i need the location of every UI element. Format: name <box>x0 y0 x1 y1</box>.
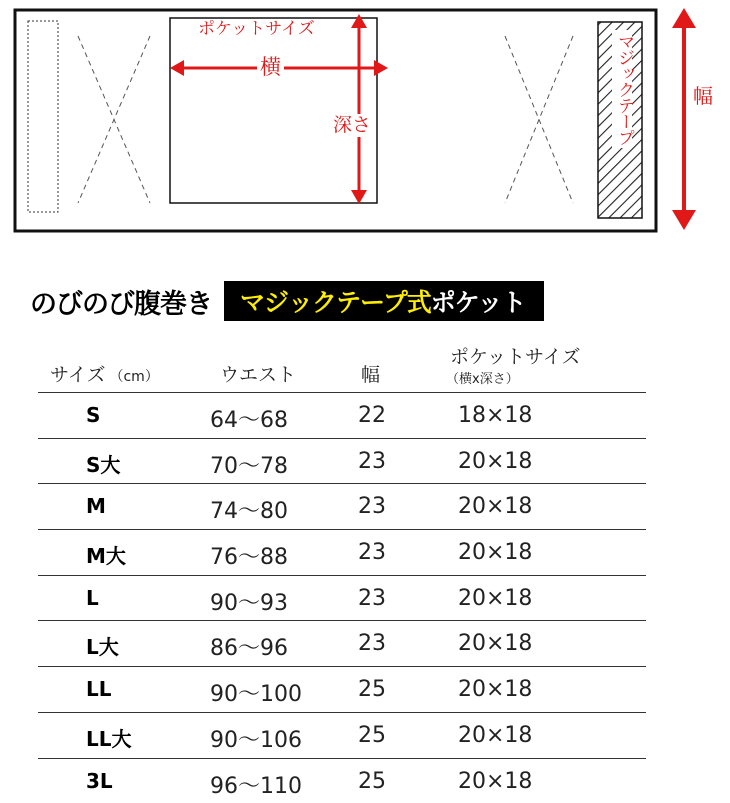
magic-tape-label: マジックテープ <box>612 30 632 148</box>
size-table <box>38 340 646 803</box>
row-size: S <box>86 403 100 427</box>
header-pocket-sub: （横x深さ） <box>446 368 519 387</box>
row-width: 23 <box>358 449 386 474</box>
row-waist: 74〜80 <box>210 494 288 525</box>
header-size <box>50 360 159 387</box>
pocket-type-badge <box>224 281 544 321</box>
table-row <box>38 392 646 438</box>
table-row <box>38 529 646 575</box>
table-row <box>38 438 646 484</box>
header-waist: ウエスト <box>220 360 296 387</box>
row-waist: 64〜68 <box>210 403 288 434</box>
row-size: LL大 <box>86 723 132 752</box>
row-waist: 90〜106 <box>210 723 302 754</box>
row-width: 22 <box>358 403 386 428</box>
row-size: 3L <box>86 769 113 793</box>
pocket-width-label: 横 <box>257 57 284 78</box>
row-size: L大 <box>86 631 119 660</box>
row-size: M <box>86 494 106 518</box>
product-name: のびのび腹巻き <box>30 282 212 321</box>
row-size: S大 <box>86 449 120 478</box>
row-pocket: 20×18 <box>458 449 532 474</box>
row-size: LL <box>86 677 112 701</box>
header-pocket: ポケットサイズ <box>450 342 581 369</box>
row-waist: 76〜88 <box>210 540 288 571</box>
row-waist: 86〜96 <box>210 631 288 662</box>
row-waist: 90〜100 <box>210 677 302 708</box>
row-size: M大 <box>86 540 126 569</box>
row-size: L <box>86 586 99 610</box>
pocket-type-highlight: マジックテープ式 <box>240 283 431 319</box>
row-pocket: 20×18 <box>458 631 532 656</box>
table-header <box>38 340 646 392</box>
row-waist: 90〜93 <box>210 586 288 617</box>
header-width: 幅 <box>361 360 380 387</box>
row-pocket: 20×18 <box>458 586 532 611</box>
row-width: 23 <box>358 586 386 611</box>
row-width: 23 <box>358 631 386 656</box>
table-row <box>38 620 646 666</box>
row-width: 25 <box>358 677 386 702</box>
row-pocket: 20×18 <box>458 723 532 748</box>
header-size-label: サイズ <box>50 364 105 386</box>
pocket-depth-label: 深さ <box>333 114 371 137</box>
table-row <box>38 575 646 621</box>
row-width: 25 <box>358 723 386 748</box>
row-width: 23 <box>358 494 386 519</box>
table-row <box>38 483 646 529</box>
row-width: 25 <box>358 769 386 794</box>
row-pocket: 20×18 <box>458 540 532 565</box>
table-row <box>38 758 646 803</box>
pocket-type-word: ポケット <box>431 283 526 319</box>
table-row <box>38 712 646 758</box>
row-pocket: 18×18 <box>458 403 532 428</box>
row-width: 23 <box>358 540 386 565</box>
row-pocket: 20×18 <box>458 677 532 702</box>
band-width-arrowhead-bottom <box>672 210 696 230</box>
row-waist: 70〜78 <box>210 449 288 480</box>
row-pocket: 20×18 <box>458 769 532 794</box>
header-size-unit: （cm） <box>109 369 158 385</box>
pocket-diagram <box>0 0 730 250</box>
row-waist: 96〜110 <box>210 769 302 800</box>
row-pocket: 20×18 <box>458 494 532 519</box>
pocket-size-label: ポケットサイズ <box>198 21 315 38</box>
band-width-label: 幅 <box>693 86 713 106</box>
table-row <box>38 666 646 712</box>
band-width-arrowhead-top <box>672 8 696 28</box>
product-title <box>30 281 544 321</box>
